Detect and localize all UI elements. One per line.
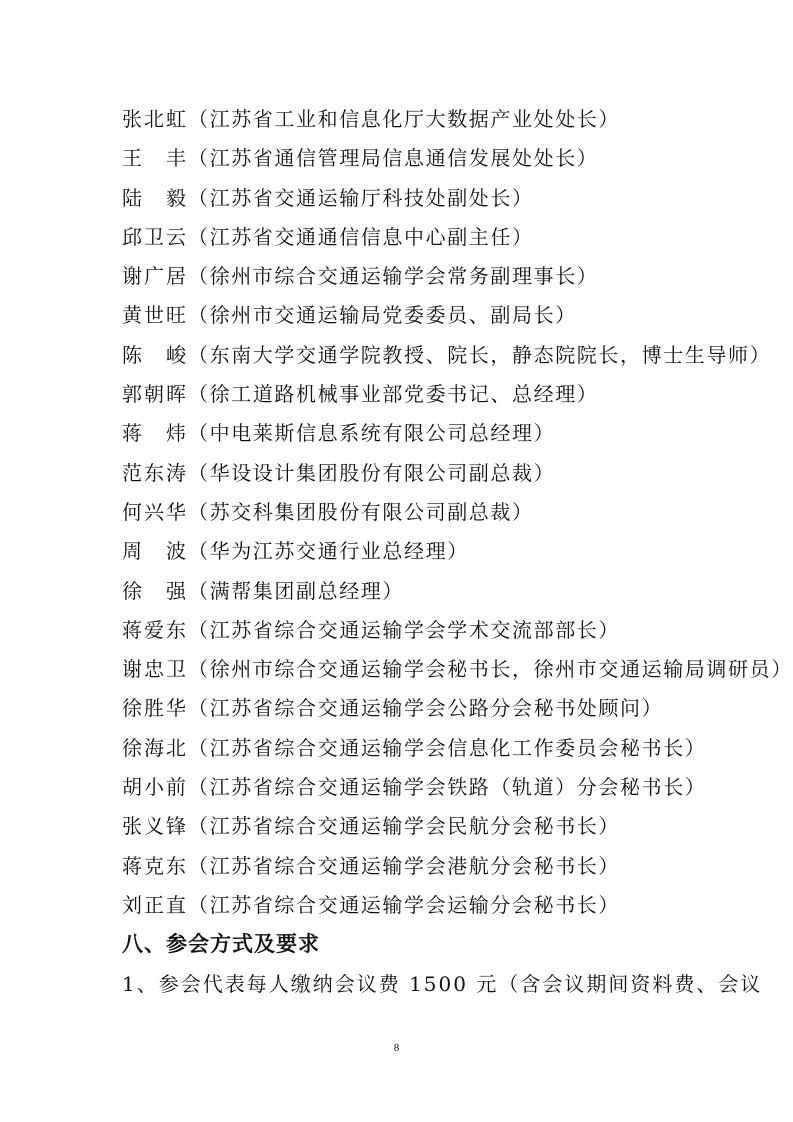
member-title: （华为江苏交通行业总经理）: [188, 539, 469, 564]
member-list: [122, 100, 793, 925]
member-name: 谢广居: [122, 264, 188, 289]
member-title: （徐工道路机械事业部党委书记、总经理）: [188, 382, 599, 407]
list-item: [122, 572, 762, 611]
member-name: 张北虹: [122, 107, 188, 131]
member-name: 徐 强: [122, 578, 188, 603]
member-title: （苏交科集团股份有限公司副总裁）: [188, 499, 534, 524]
member-name: 何兴华: [122, 499, 188, 524]
list-item: [122, 257, 762, 296]
member-name: 邱卫云: [122, 224, 188, 249]
member-name: 范东涛: [122, 460, 188, 485]
member-title: （江苏省综合交通运输学会港航分会秘书长）: [188, 853, 620, 878]
member-title: （江苏省综合交通运输学会民航分会秘书长）: [188, 814, 620, 839]
member-name: 陆 毅: [122, 185, 188, 210]
list-item: [122, 100, 762, 139]
member-name: 刘正直: [122, 892, 188, 917]
member-name: 谢忠卫: [122, 657, 188, 682]
member-title: （徐州市综合交通运输学会秘书长，徐州市交通运输局调研员）: [188, 657, 793, 682]
member-title: （徐州市交通运输局党委委员、副局长）: [188, 303, 577, 328]
list-item: [122, 218, 762, 257]
member-title: （江苏省综合交通运输学会铁路（轨道）分会秘书长）: [188, 775, 707, 800]
list-item: [122, 768, 762, 807]
list-item: [122, 414, 762, 453]
member-name: 陈 峻: [122, 342, 188, 367]
list-item: [122, 611, 762, 650]
member-title: （江苏省综合交通运输学会运输分会秘书长）: [188, 892, 620, 917]
member-title: （江苏省交通通信信息中心副主任）: [188, 224, 534, 249]
member-name: 徐胜华: [122, 696, 188, 721]
member-name: 蒋克东: [122, 853, 188, 878]
member-title: （东南大学交通学院教授、院长，静态院院长，博士生导师）: [188, 342, 772, 367]
list-item: [122, 454, 762, 493]
member-name: 王 丰: [122, 146, 188, 171]
list-item: [122, 336, 772, 375]
member-name: 张义锋: [122, 814, 188, 839]
list-item: [122, 493, 762, 532]
member-title: （江苏省工业和信息化厅大数据产业处处长）: [188, 107, 620, 131]
section-heading: 八、参会方式及要求: [122, 932, 320, 956]
member-name: 徐海北: [122, 735, 188, 760]
member-name: 蒋 炜: [122, 421, 188, 446]
list-item: [122, 139, 762, 178]
member-name: 周 波: [122, 539, 188, 564]
list-item: [122, 296, 762, 335]
member-title: （华设设计集团股份有限公司副总裁）: [188, 460, 556, 485]
page-number: 8: [393, 1042, 400, 1054]
member-title: （满帮集团副总经理）: [188, 578, 404, 603]
list-item: [122, 375, 762, 414]
member-title: （江苏省综合交通运输学会学术交流部部长）: [188, 617, 620, 642]
member-title: （江苏省通信管理局信息通信发展处处长）: [188, 146, 599, 171]
list-item: [122, 807, 762, 846]
member-name: 蒋爱东: [122, 617, 188, 642]
member-name: 黄世旺: [122, 303, 188, 328]
member-title: （徐州市综合交通运输学会常务副理事长）: [188, 264, 599, 289]
list-item: [122, 886, 762, 925]
member-title: （江苏省综合交通运输学会信息化工作委员会秘书长）: [188, 735, 707, 760]
list-item: [122, 729, 762, 768]
list-item: [122, 179, 762, 218]
list-item: [122, 650, 793, 689]
requirement-paragraph: 1、参会代表每人缴纳会议费 1500 元（含会议期间资料费、会议: [122, 972, 763, 996]
member-title: （江苏省交通运输厅科技处副处长）: [188, 185, 534, 210]
list-item: [122, 847, 762, 886]
member-title: （江苏省综合交通运输学会公路分会秘书处顾问）: [188, 696, 664, 721]
member-name: 胡小前: [122, 775, 188, 800]
list-item: [122, 532, 762, 571]
member-title: （中电莱斯信息系统有限公司总经理）: [188, 421, 556, 446]
list-item: [122, 689, 762, 728]
member-name: 郭朝晖: [122, 382, 188, 407]
